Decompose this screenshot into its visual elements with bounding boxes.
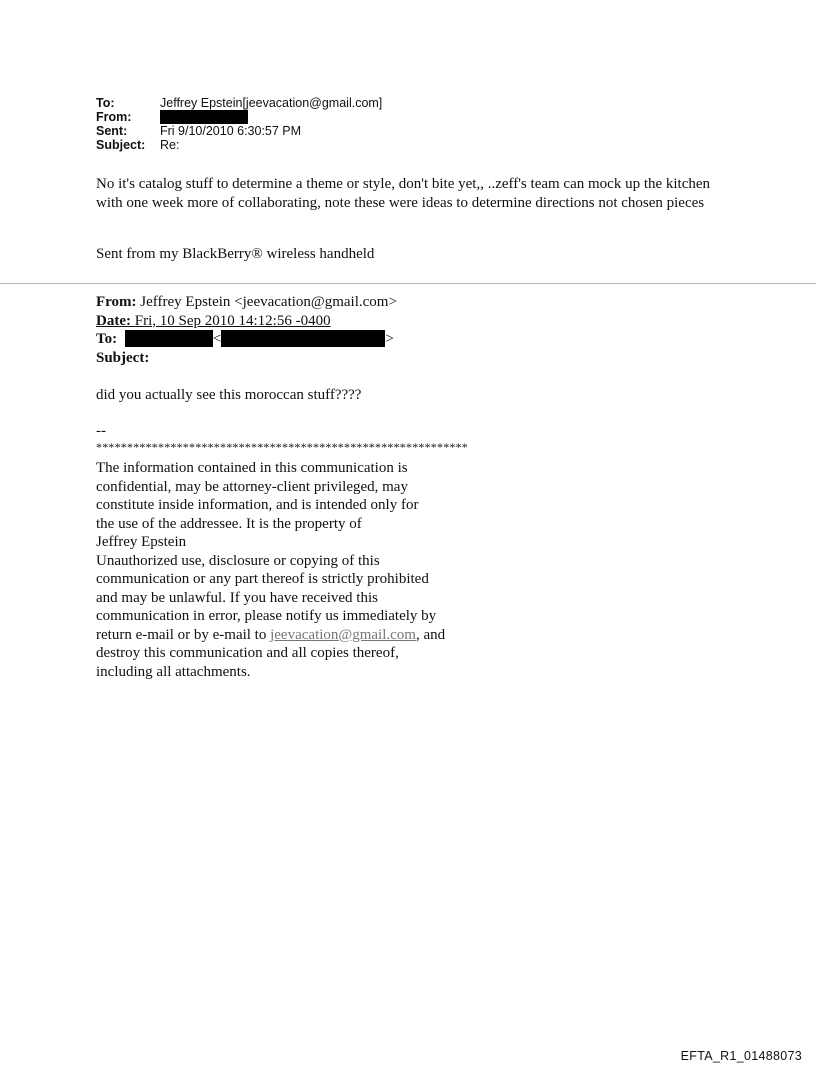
quoted-to-gt: > xyxy=(385,331,394,347)
divider xyxy=(0,283,816,284)
separator-stars: ************************************************************ xyxy=(96,440,468,454)
subject-label: Subject: xyxy=(96,138,146,152)
disclaimer-line: communication in error, please notify us immediately by xyxy=(96,608,437,624)
quoted-from-row xyxy=(96,293,397,312)
sent-value: Fri 9/10/2010 6:30:57 PM xyxy=(160,124,302,138)
sent-label: Sent: xyxy=(96,124,128,138)
redaction-box xyxy=(125,330,213,347)
disclaimer-line: The information contained in this communication is xyxy=(96,460,408,476)
to-label: To: xyxy=(96,96,115,110)
disclaimer xyxy=(96,459,476,681)
quoted-date-value: Fri, 10 Sep 2010 14:12:56 -0400 xyxy=(134,312,331,329)
quoted-date-row xyxy=(96,312,397,331)
disclaimer-line: the use of the addressee. It is the property of xyxy=(96,515,362,532)
quoted-from-value: Jeffrey Epstein <jeevacation@gmail.com> xyxy=(140,294,397,310)
from-label: From: xyxy=(96,110,132,124)
redaction-box xyxy=(160,110,248,124)
quoted-subject-row xyxy=(96,349,397,368)
quoted-from-label: From: xyxy=(96,294,137,310)
to-row xyxy=(96,96,382,110)
to-value: Jeffrey Epstein[jeevacation@gmail.com] xyxy=(160,96,383,110)
quoted-date-label: Date: xyxy=(96,312,131,329)
quoted-to-label: To: xyxy=(96,331,118,347)
from-row xyxy=(96,110,382,124)
disclaimer-line: confidential, may be attorney-client privileged, may xyxy=(96,478,408,495)
quoted-subject-label: Subject: xyxy=(96,349,150,366)
redaction-box xyxy=(221,330,385,347)
disclaimer-line: Jeffrey Epstein xyxy=(96,534,187,550)
subject-row xyxy=(96,138,382,152)
reply-body: No it's catalog stuff to determine a theme or style, don't bite yet,, ..zeff's team can mock up the kitchen with one week more of collaborating, note these were ideas to determine directions not chosen pieces xyxy=(96,176,711,211)
disclaimer-line: communication or any part thereof is strictly prohibited xyxy=(96,571,429,587)
disclaimer-line xyxy=(96,626,476,645)
quoted-to-lt: < xyxy=(212,331,222,347)
email-header xyxy=(96,96,382,152)
quoted-body: did you actually see this moroccan stuff???? xyxy=(96,387,362,403)
disclaimer-line: and may be unlawful. If you have received this xyxy=(96,589,378,606)
signature: Sent from my BlackBerry® wireless handheld xyxy=(96,246,375,262)
document-id: EFTA_R1_01488073 xyxy=(680,1049,802,1063)
return-suffix: , and xyxy=(415,626,446,643)
sent-row xyxy=(96,124,382,138)
return-prefix: return e-mail or by e-mail to xyxy=(96,626,271,643)
separator-dashes: -- xyxy=(96,423,106,439)
disclaimer-line: Unauthorized use, disclosure or copying of this xyxy=(96,552,380,569)
email-link[interactable]: jeevacation@gmail.com xyxy=(270,626,416,643)
disclaimer-line: constitute inside information, and is intended only for xyxy=(96,497,419,513)
quoted-header xyxy=(96,293,397,367)
quoted-to-row xyxy=(96,330,397,349)
disclaimer-line: including all attachments. xyxy=(96,663,251,680)
subject-value: Re: xyxy=(160,138,180,152)
disclaimer-line: destroy this communication and all copies thereof, xyxy=(96,645,399,661)
